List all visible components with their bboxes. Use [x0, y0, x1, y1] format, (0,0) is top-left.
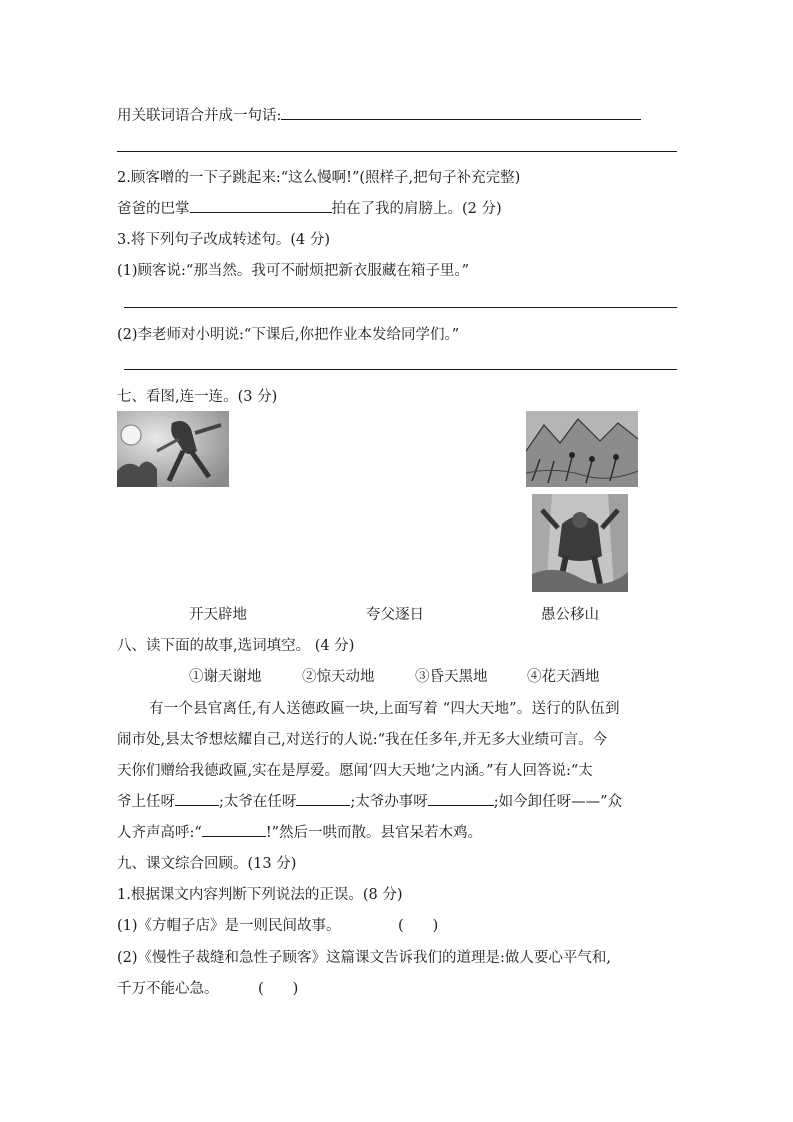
option-3: ③昏天黑地	[415, 669, 488, 685]
label-kuafu-zhuri[interactable]: 夸父逐日	[366, 607, 424, 623]
option-4: ④花天酒地	[527, 669, 600, 685]
merge-answer-line[interactable]	[281, 105, 641, 120]
q3-item-2-answer-line[interactable]	[124, 369, 677, 370]
story-line-5: 人齐声高呼:“ !”然后一哄而散。县官呆若木鸡。	[117, 821, 482, 842]
option-2: ②惊天动地	[302, 669, 375, 685]
section9-item-1: (1)《方帽子店》是一则民间故事。	[117, 918, 341, 934]
story-blank-2[interactable]	[296, 791, 350, 806]
q3-title: 3.将下列句子改成转述句。(4 分)	[117, 232, 330, 248]
q3-item-1: (1)顾客说:“那当然。我可不耐烦把新衣服藏在箱子里。”	[117, 263, 469, 279]
story-blank-4[interactable]	[202, 822, 266, 837]
item-2-answer-paren[interactable]: ( )	[258, 981, 299, 997]
story-blank-1[interactable]	[175, 791, 219, 806]
pangu-picture[interactable]	[532, 494, 628, 592]
kuafu-chasing-sun-picture[interactable]	[117, 411, 229, 487]
q2-blank[interactable]	[190, 198, 332, 213]
merge-prompt: 用关联词语合并成一句话:	[117, 104, 641, 125]
q3-item-2: (2)李老师对小明说:“下课后,你把作业本发给同学们。”	[117, 327, 460, 343]
story-line-2: 闹市处,县太爷想炫耀自己,对送行的人说:“我在任多年,并无多大业绩可言。今	[117, 732, 608, 748]
item-1-answer-paren[interactable]: ( )	[398, 918, 439, 934]
q3-item-1-answer-line[interactable]	[124, 307, 677, 308]
q2-sentence: 爸爸的巴掌 拍在了我的肩膀上。(2 分)	[117, 197, 502, 218]
story-line-3: 天你们赠给我德政匾,实在是厚爱。愿闻‘四大天地’之内涵。”有人回答说:“太	[117, 763, 593, 779]
section8-title: 八、读下面的故事,选词填空。 (4 分)	[117, 638, 355, 654]
section9-item-2-line-2: 千万不能心急。	[117, 981, 219, 997]
section9-title: 九、课文综合回顾。(13 分)	[117, 856, 297, 872]
section7-title: 七、看图,连一连。(3 分)	[117, 389, 278, 405]
section9-q1: 1.根据课文内容判断下列说法的正误。(8 分)	[117, 887, 403, 903]
section9-item-2-line-1: (2)《慢性子裁缝和急性子顾客》这篇课文告诉我们的道理是:做人要心平气和,	[117, 950, 612, 966]
option-1: ①谢天谢地	[189, 669, 262, 685]
merge-answer-line-2[interactable]	[117, 151, 677, 152]
story-line-4: 爷上任呀 ;太爷在任呀 ;太爷办事呀 ;如今卸任呀——”众	[117, 790, 622, 811]
label-yugong-yishan[interactable]: 愚公移山	[541, 607, 599, 623]
q2-instruction: 2.顾客噌的一下子跳起来:“这么慢啊!”(照样子,把句子补充完整)	[117, 170, 521, 186]
label-kaitian-pidi[interactable]: 开天辟地	[189, 607, 247, 623]
story-blank-3[interactable]	[428, 791, 494, 806]
yugong-mountain-picture[interactable]	[526, 411, 638, 487]
story-line-1: 有一个县官离任,有人送德政匾一块,上面写着 “四大天地”。送行的队伍到	[149, 701, 620, 717]
